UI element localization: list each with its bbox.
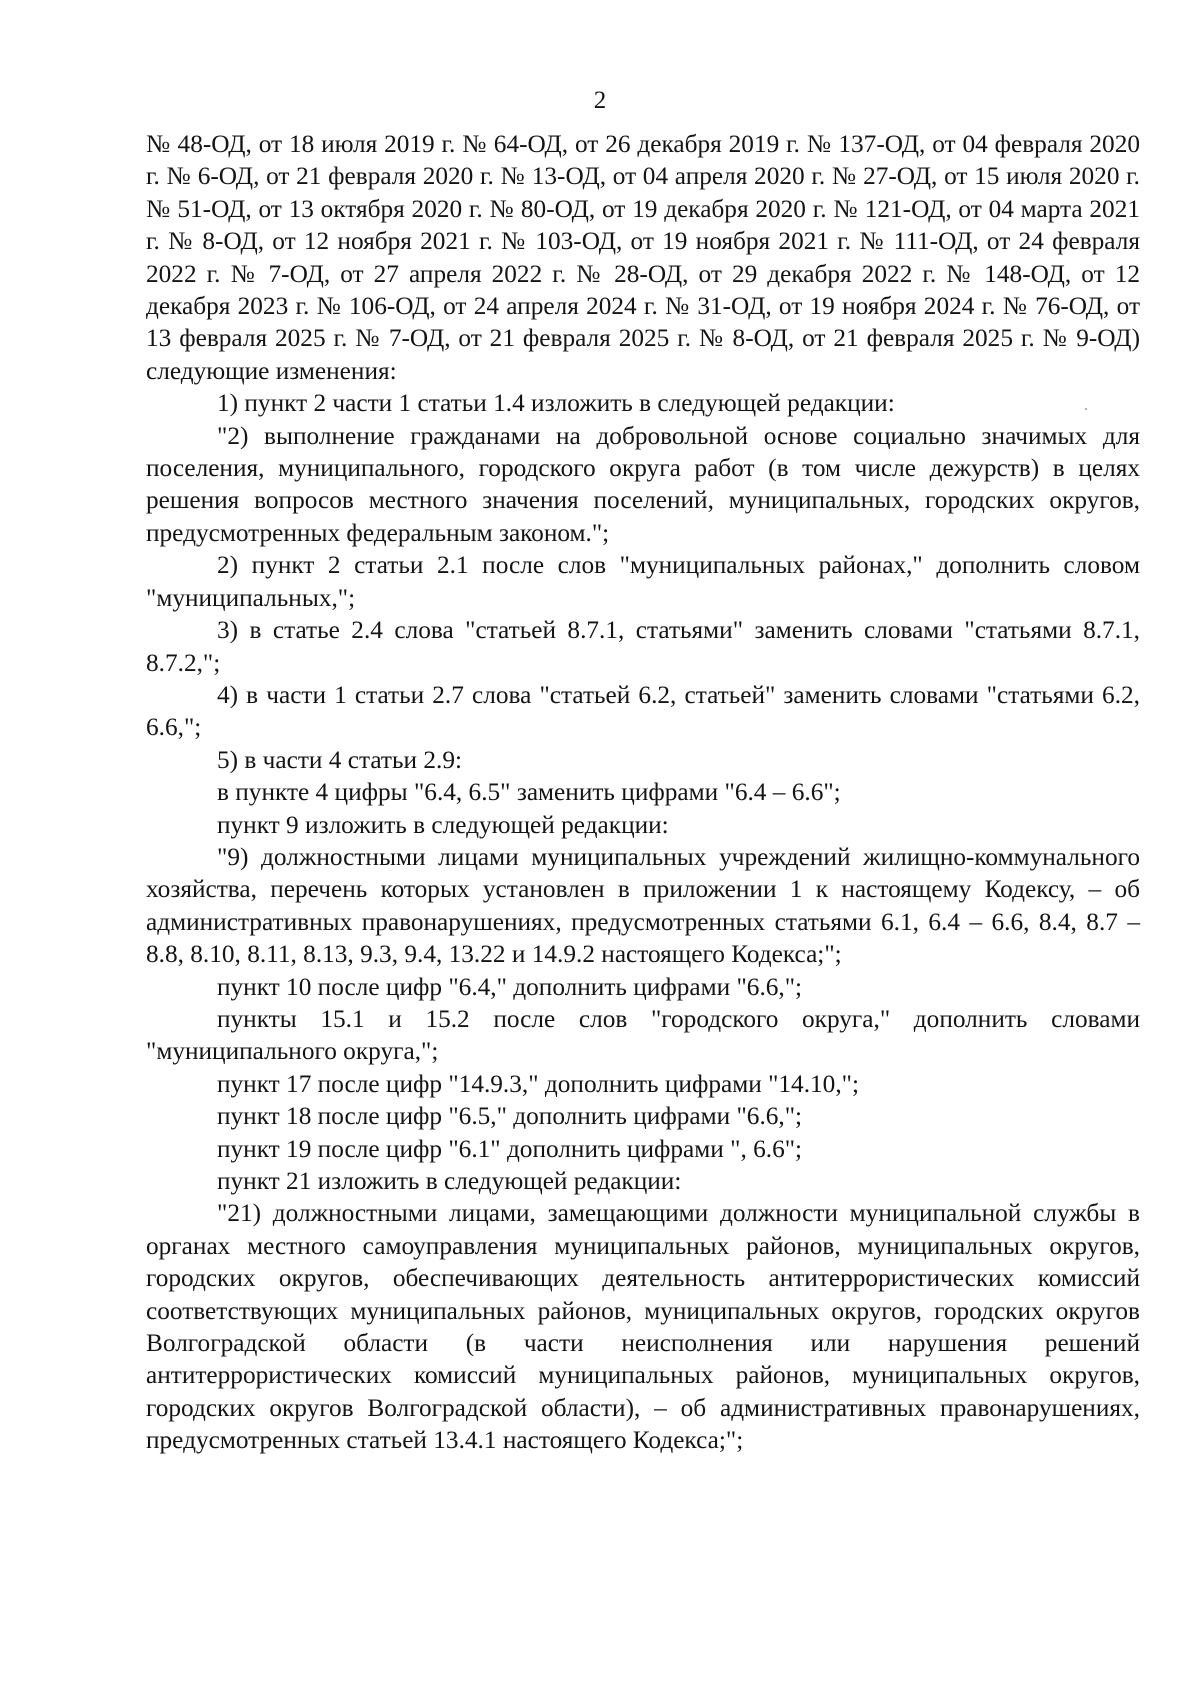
paragraph-subitem-9: пункт 9 изложить в следующей редакции: bbox=[217, 810, 669, 839]
paragraph-item-2: 2) пункт 2 статьи 2.1 после слов "муниципальных районах," дополнить словом "муниципальных,"; bbox=[146, 551, 1140, 612]
paragraph-subitem-18: пункт 18 после цифр "6.5," дополнить цифрами "6.6,"; bbox=[217, 1102, 803, 1131]
paragraph-item-5: 5) в части 4 статьи 2.9: bbox=[217, 745, 463, 774]
paragraph-subitem-17: пункт 17 после цифр "14.9.3," дополнить цифрами "14.10,"; bbox=[217, 1069, 860, 1098]
paragraph-item-4: 4) в части 1 статьи 2.7 слова "статьей 6.2, статьей" заменить словами "статьями 6.2, 6.6,"; bbox=[146, 680, 1140, 742]
paragraph-subitem-19: пункт 19 после цифр "6.1" дополнить цифрами ", 6.6"; bbox=[217, 1134, 803, 1163]
page-number: 2 bbox=[593, 87, 607, 114]
paragraph-subitem-21: пункт 21 изложить в следующей редакции: bbox=[217, 1167, 682, 1195]
paragraph-subitem-4: в пункте 4 цифры "6.4, 6.5" заменить цифрами "6.4 – 6.6"; bbox=[217, 778, 841, 807]
scan-speck bbox=[1085, 408, 1087, 410]
paragraph-subitem-15: пункты 15.1 и 15.2 после слов "городского округа," дополнить словами "муниципального округа,"; bbox=[146, 1004, 1140, 1066]
paragraph-item-1: 1) пункт 2 части 1 статьи 1.4 изложить в следующей редакции: bbox=[217, 389, 895, 418]
paragraph-amendment-list: № 48-ОД, от 18 июля 2019 г. № 64-ОД, от 26 декабря 2019 г. № 137-ОД, от 04 февраля 2020 г. № 6-ОД, от 21 февраля 2020 г. № 13-ОД, от 04 апреля 2020 г. № 27-ОД, от 15 июля 2020 г. № 51-ОД, от 13 октября 2020 г. № 80-ОД, от 19 декабря 2020 г. № 121-ОД, от 04 марта 2021 г. № 8-ОД, от 12 ноября 2021 г. № 103-ОД, от 19 ноября 2021 г. № 111-ОД, от 24 февраля 2022 г. № 7-ОД, от 27 апреля 2022 г. № 28-ОД, от 29 декабря 2022 г. № 148-ОД, от 12 декабря 2023 г. № 106-ОД, от 24 апреля 2024 г. № 31-ОД, от 19 ноября 2024 г. № 76-ОД, от 13 февраля 2025 г. № 7-ОД, от 21 февраля 2025 г. № 8-ОД, от 21 февраля 2025 г. № 9-ОД) следующие изменения: bbox=[146, 130, 1140, 385]
paragraph-item-3: 3) в статье 2.4 слова "статьей 8.7.1, статьями" заменить словами "статьями 8.7.1, 8.7.2,"; bbox=[146, 616, 1140, 677]
paragraph-quote-21: "21) должностными лицами, замещающими должности муниципальной службы в органах местного самоуправления муниципальных районов, муниципальных округов, городских округов, обеспечивающих деятельность антитеррористических комиссий соответствующих муниципальных районов, муниципальных округов, городских округов Волгоградской области (в части неисполнения или нарушения решений антитеррористических комиссий муниципальных районов, муниципальных округов, городских округов Волгоградской области), – об административных правонарушениях, предусмотренных статьей 13.4.1 настоящего Кодекса;"; bbox=[146, 1199, 1140, 1455]
paragraph-subitem-10: пункт 10 после цифр "6.4," дополнить цифрами "6.6,"; bbox=[217, 972, 803, 1001]
paragraph-quote-9: "9) должностными лицами муниципальных учреждений жилищно-коммунального хозяйства, перечень которых установлен в приложении 1 к настоящему Кодексу, – об административных правонарушениях, предусмотренных статьями 6.1, 6.4 – 6.6, 8.4, 8.7 – 8.8, 8.10, 8.11, 8.13, 9.3, 9.4, 13.22 и 14.9.2 настоящего Кодекса;"; bbox=[146, 842, 1140, 969]
document-body bbox=[146, 128, 1140, 1457]
paragraph-quote-2: "2) выполнение гражданами на добровольной основе социально значимых для поселения, муниципального, городского округа работ (в том числе дежурств) в целях решения вопросов местного значения поселений, муниципальных, городских округов, предусмотренных федеральным законом."; bbox=[146, 421, 1140, 547]
